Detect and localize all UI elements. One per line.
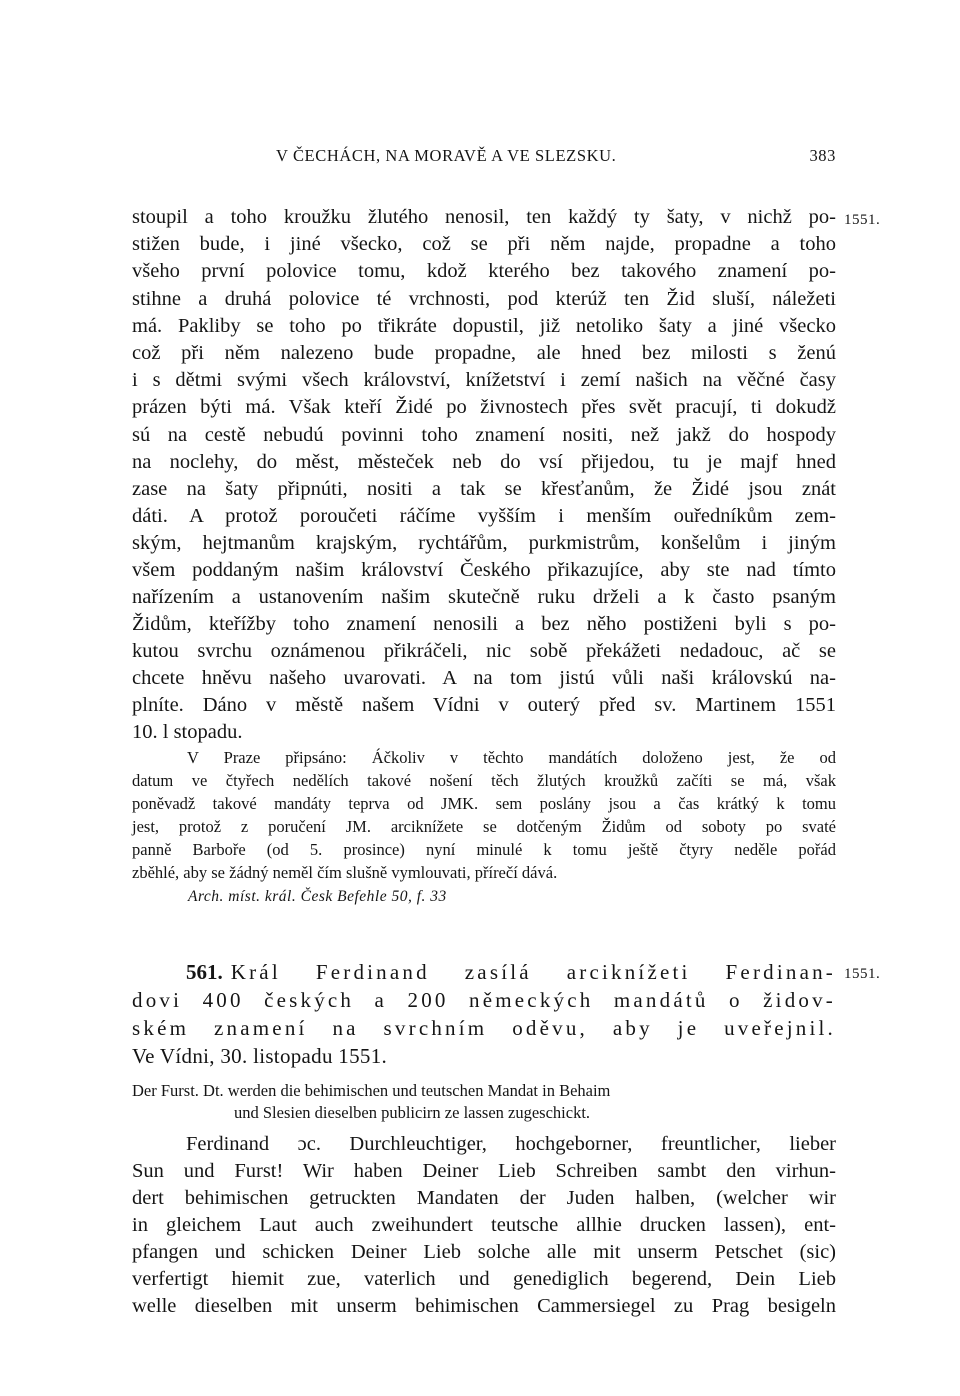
regest-line: und Slesien dieselben publicirn ze lassen zugeschickt. xyxy=(234,1103,591,1122)
text-line: sú na cestě nebudú povinni toho znamení nositi, než jakž do hospody xyxy=(132,424,836,446)
letter-line: in gleichem Laut auch zweihundert teutsche allhie drucken lassen), ent- xyxy=(132,1214,836,1236)
text-line: 10. l stopadu. xyxy=(132,721,243,743)
page-number: 383 xyxy=(809,146,836,165)
letter-line: Sun und Furst! Wir haben Deiner Lieb Schreiben sambt den virhun- xyxy=(132,1160,836,1182)
entry-heading-line: dovi 400 českých a 200 německých mandátů o židov- xyxy=(132,988,836,1012)
letter-line: Ferdinand ɔc. Durchleuchtiger, hochgeborner, freuntlicher, lieber xyxy=(186,1133,836,1155)
text-line: i s dětmi svými všech království, knížetství i zemí našich na věčné časy xyxy=(132,369,836,391)
letter-line: pfangen und schicken Deiner Lieb solche alle mit unserm Petschet (sic) xyxy=(132,1241,836,1263)
letter-line: verfertigt hiemit zue, vaterlich und genediglich begerend, Dein Lieb xyxy=(132,1268,836,1290)
note-line: zběhlé, aby se žádný neměl čím slušně vymlouvati, přírečí dává. xyxy=(132,863,558,882)
note-line: poněvadž takové mandáty teprva od JMK. sem poslány jsou a čas krátký k tomu xyxy=(132,794,836,813)
text-line: všeho první polovice tomu, kdož kterého bez takového znamení po- xyxy=(132,260,836,282)
text-line: kutou svrchu oznámenou přikráčeli, nic sobě překážeti nedadouc, ač se xyxy=(132,640,836,662)
text-line: ským, hejtmanům krajským, rychtářům, purkmistrům, konšelům i jiným xyxy=(132,532,836,554)
text-line: má. Pakliby se toho po třikráte dopustil, již netoliko šaty a jiné všecko xyxy=(132,315,836,337)
entry-heading-line xyxy=(186,958,836,986)
running-title: V ČECHÁCH, NA MORAVĚ A VE SLEZSKU. xyxy=(276,146,617,165)
entry-heading-line: ském znamení na svrchním oděvu, aby je uveřejnil. xyxy=(132,1016,836,1040)
text-line: prázen býti má. Však kteří Židé po živnostech přes svět pracují, ti dokudž xyxy=(132,396,836,418)
letter-line: welle dieselben mit unserm behimischen Cammersiegel zu Prag besigeln xyxy=(132,1295,836,1317)
regest-line: Der Furst. Dt. werden die behimischen und teutschen Mandat in Behaim xyxy=(132,1081,611,1100)
note-line: datum ve čtyřech nedělích takové nošení těch žlutých kroužků začíti se má, však xyxy=(132,771,836,790)
text-line: na noclehy, do měst, městeček neb do vsí přijedou, tu je majf hned xyxy=(132,451,836,473)
letter-line: dert behimischen getruckten Mandaten der Juden halben, (welcher wir xyxy=(132,1187,836,1209)
text-line: zase na šaty připnúti, nositi a tak se křesťanům, že Židé jsou znát xyxy=(132,478,836,500)
text-line: všem poddaným našim království Českého přikazujíce, aby ste nad tímto xyxy=(132,559,836,581)
archive-source: Arch. míst. král. Česk Befehle 50, f. 33 xyxy=(188,888,447,905)
text-line: dáti. A protož poroučeti ráčíme vyšším i menším ouředníkům zem- xyxy=(132,505,836,527)
text-line: stihne a druhá polovice té vrchnosti, pod kterúž ten Žid sluší, náležeti xyxy=(132,288,836,310)
margin-year: 1551. xyxy=(844,966,881,982)
entry-heading-text: Král Ferdinand zasílá arciknížeti Ferdinan- xyxy=(230,960,836,984)
text-line: Židům, kteřížby toho znamení nenosili a bez něho postiženi byli s po- xyxy=(132,613,836,635)
text-line: chcete hněvu našeho uvarovati. A na tom jistú vůli naši královskú na- xyxy=(132,667,836,689)
page-header xyxy=(276,146,836,172)
entry-date-line: Ve Vídni, 30. listopadu 1551. xyxy=(132,1044,388,1068)
text-line: stižen bude, i jiné všecko, což se při něm najde, propadne a toho xyxy=(132,233,836,255)
margin-year: 1551. xyxy=(844,212,881,228)
text-line: plníte. Dáno v městě našem Vídni v outerý před sv. Martinem 1551 xyxy=(132,694,836,716)
note-line: jest, protož z poručení JM. arciknížete se dotčeným Židům od soboty po svaté xyxy=(132,817,836,836)
text-line: stoupil a toho kroužku žlutého nenosil, ten každý ty šaty, v nichž po- xyxy=(132,206,836,228)
text-line: což při něm nalezeno bude propadne, ale hned bez milosti s ženú xyxy=(132,342,836,364)
entry-number: 561. xyxy=(186,960,223,984)
note-line: panně Barboře (od 5. prosince) nyní minulé k tomu ještě čtyry neděle pořád xyxy=(132,840,836,859)
text-line: nařízením a ustanovením našim skutečně ruku drželi a k často psaným xyxy=(132,586,836,608)
note-line: V Praze připsáno: Áčkoliv v těchto mandátích doloženo jest, že od xyxy=(187,748,836,767)
